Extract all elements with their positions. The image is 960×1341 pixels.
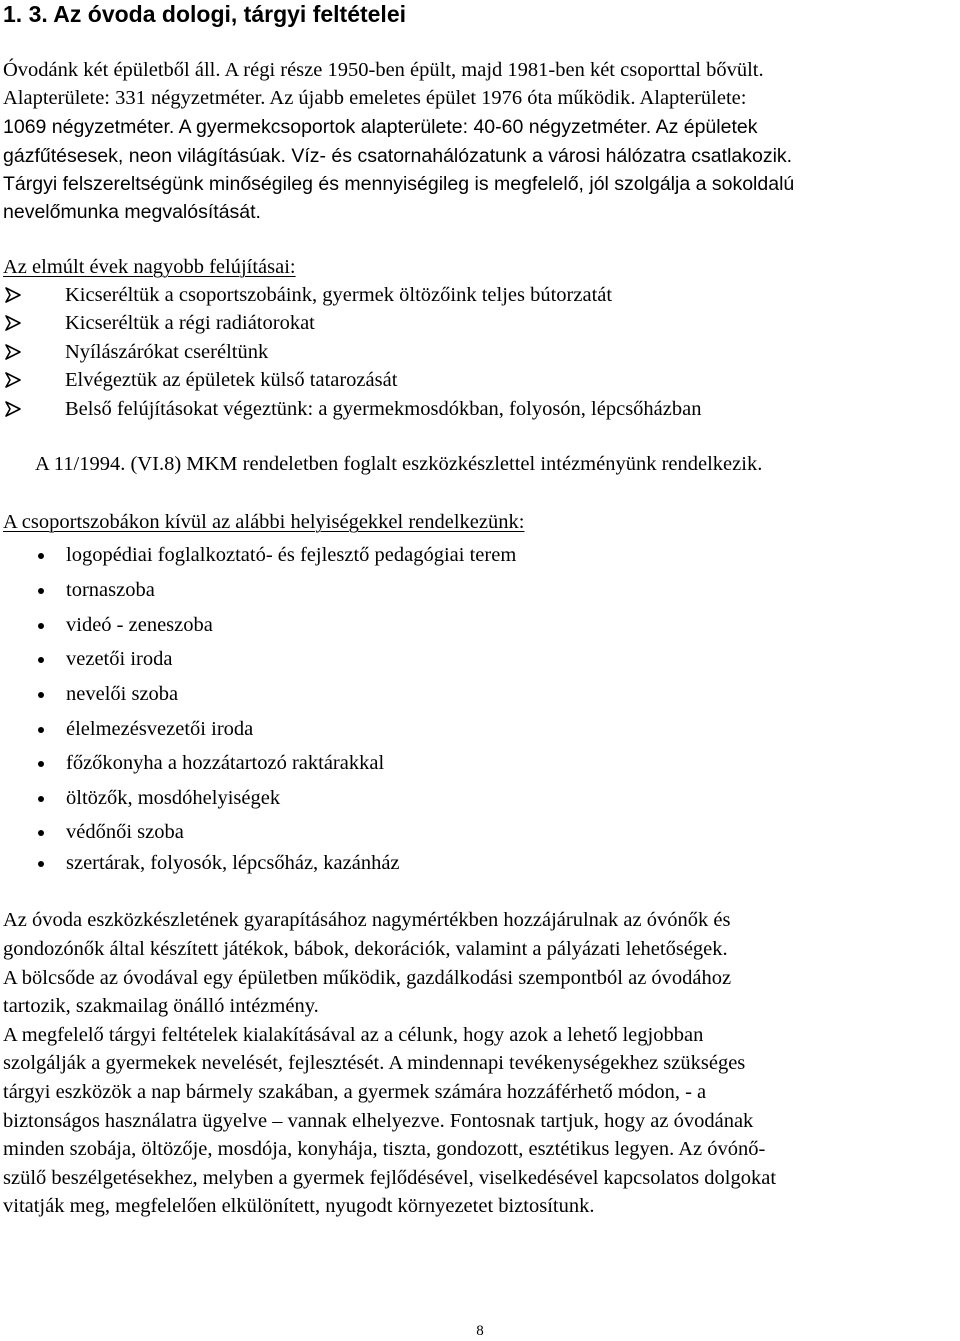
- list-item-text: öltözők, mosdóhelyiségek: [66, 787, 281, 809]
- list-item-text: tornaszoba: [66, 579, 155, 601]
- list-item-text: logopédiai foglalkoztató- és fejlesztő pedagógiai terem: [66, 544, 517, 566]
- list-item-text: szertárak, folyosók, lépcsőház, kazánház: [66, 852, 400, 874]
- arrow-bullet-icon: [4, 396, 22, 422]
- closing-line: biztonságos használatra ügyelve – vannak elhelyezve. Fontosnak tartjuk, hogy az óvodának: [3, 1110, 754, 1132]
- list-item-text: főzőkonyha a hozzátartozó raktárakkal: [66, 752, 385, 774]
- bullet-dot-icon: [38, 796, 44, 802]
- list-item-text: vezetői iroda: [66, 648, 173, 670]
- list-item-text: Kicseréltük a régi radiátorokat: [65, 312, 315, 334]
- closing-line: szolgálják a gyermekek nevelését, fejlesztését. A mindennapi tevékenységekhez szükséges: [3, 1052, 746, 1074]
- bullet-dot-icon: [38, 761, 44, 767]
- closing-line: minden szobája, öltözője, mosdója, konyhája, tiszta, gondozott, esztétikus legyen. Az óvónő-: [3, 1138, 766, 1160]
- list-item-text: videó - zeneszoba: [66, 614, 213, 636]
- closing-line: A bölcsőde az óvodával egy épületben működik, gazdálkodási szempontból az óvodához: [3, 967, 732, 989]
- closing-line: vitatják meg, megfelelően elkülönített, nyugodt környezetet biztosítunk.: [3, 1195, 595, 1217]
- closing-line: A megfelelő tárgyi feltételek kialakításával az a célunk, hogy azok a lehető legjobban: [3, 1024, 704, 1046]
- arrow-bullet-icon: [4, 339, 22, 365]
- decree-statement: A 11/1994. (VI.8) MKM rendeletben foglalt eszközkészlettel intézményünk rendelkezik.: [35, 453, 763, 475]
- section-heading: 1. 3. Az óvoda dologi, tárgyi feltételei: [3, 1, 407, 27]
- renovations-title: Az elmúlt évek nagyobb felújításai:: [3, 256, 296, 278]
- page-number: 8: [476, 1323, 484, 1339]
- bullet-dot-icon: [38, 623, 44, 629]
- closing-line: tartozik, szakmailag önálló intézmény.: [3, 995, 319, 1017]
- list-item-text: Elvégeztük az épületek külső tatarozását: [65, 369, 398, 391]
- intro-line: nevelőmunka megvalósítását.: [3, 201, 261, 223]
- closing-line: gondozónők által készített játékok, bábok, dekorációk, valamint a pályázati lehetőségek.: [3, 938, 728, 960]
- intro-line: Óvodánk két épületből áll. A régi része 1950-ben épült, majd 1981-ben két csoporttal bővült.: [3, 59, 764, 81]
- list-item-text: Nyílászárókat cseréltünk: [65, 341, 269, 363]
- intro-line: gázfűtésesek, neon világításúak. Víz- és csatornahálózatunk a városi hálózatra csatlakozik.: [3, 145, 793, 167]
- list-item-text: Kicseréltük a csoportszobáink, gyermek öltözőink teljes bútorzatát: [65, 284, 613, 306]
- arrow-bullet-icon: [4, 282, 22, 308]
- closing-line: tárgyi eszközök a nap bármely szakában, a gyermek számára hozzáférhető módon, - a: [3, 1081, 707, 1103]
- intro-line: 1069 négyzetméter. A gyermekcsoportok alapterülete: 40-60 négyzetméter. Az épületek: [3, 116, 758, 138]
- bullet-dot-icon: [38, 553, 44, 559]
- list-item-text: Belső felújításokat végeztünk: a gyermekmosdókban, folyosón, lépcsőházban: [65, 398, 702, 420]
- rooms-title: A csoportszobákon kívül az alábbi helyiségekkel rendelkezünk:: [3, 511, 525, 533]
- intro-line: Tárgyi felszereltségünk minőségileg és mennyiségileg is megfelelő, jól szolgálja a sokoldalú: [3, 173, 795, 195]
- arrow-bullet-icon: [4, 310, 22, 336]
- closing-line: Az óvoda eszközkészletének gyarapításához nagymértékben hozzájárulnak az óvónők és: [3, 909, 731, 931]
- list-item-text: nevelői szoba: [66, 683, 179, 705]
- bullet-dot-icon: [38, 830, 44, 836]
- bullet-dot-icon: [38, 657, 44, 663]
- intro-line: Alapterülete: 331 négyzetméter. Az újabb emeletes épület 1976 óta működik. Alapterülete:: [3, 87, 747, 109]
- bullet-dot-icon: [38, 588, 44, 594]
- closing-line: szülő beszélgetésekhez, melyben a gyermek fejlődésével, viselkedésével kapcsolatos dolgokat: [3, 1167, 777, 1189]
- bullet-dot-icon: [38, 727, 44, 733]
- arrow-bullet-icon: [4, 367, 22, 393]
- list-item-text: élelmezésvezetői iroda: [66, 718, 254, 740]
- list-item-text: védőnői szoba: [66, 821, 184, 843]
- bullet-dot-icon: [38, 692, 44, 698]
- bullet-dot-icon: [38, 861, 44, 867]
